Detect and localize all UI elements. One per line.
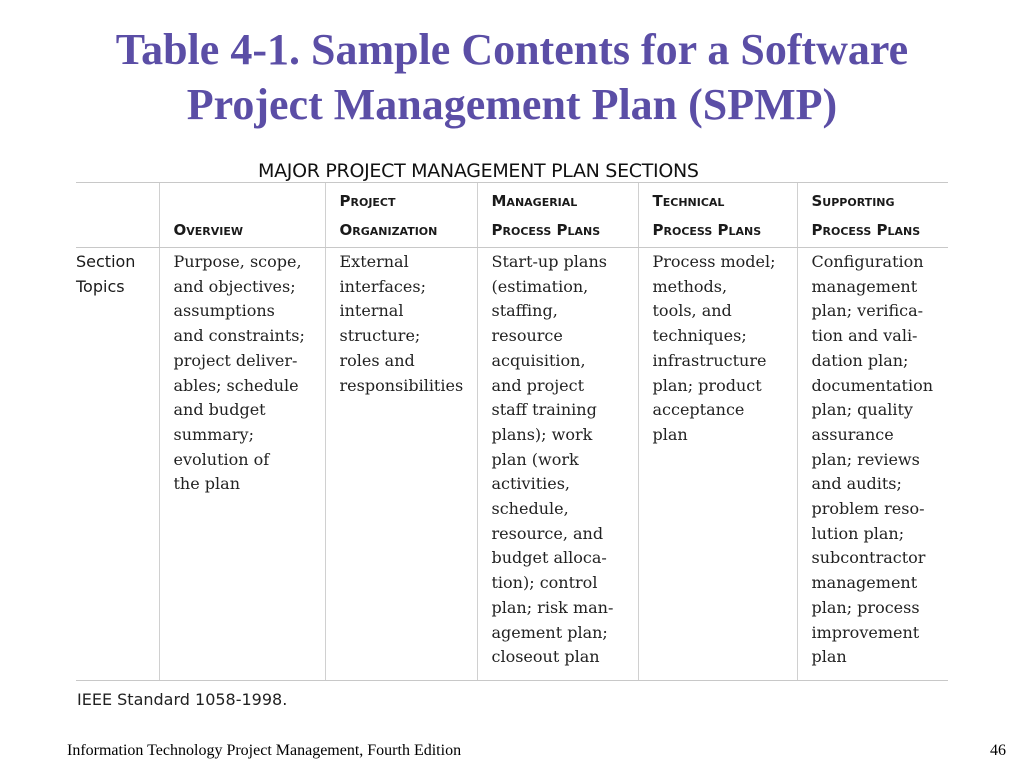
header-line: Overview — [173, 221, 244, 239]
cell-text-line: acceptance — [652, 400, 745, 420]
row-label-line: Section — [76, 252, 136, 271]
cell-text-line: Process model; — [652, 252, 776, 271]
footer-page-number: 46 — [990, 742, 1006, 759]
cell-text-line: activities, — [491, 474, 571, 494]
cell-text-line: management — [811, 276, 918, 296]
header-line: Technical — [652, 192, 725, 210]
slide-title — [0, 22, 1024, 132]
cell-text-line: agement plan; — [491, 622, 608, 642]
cell-text-line: plan — [652, 424, 688, 444]
cell-text-line: plan; product — [652, 375, 762, 395]
cell-text-line: roles and — [339, 350, 415, 370]
header-line: Process Plans — [491, 221, 601, 239]
row-label-section-topics — [76, 248, 159, 681]
cell-text-line: documentation — [811, 375, 934, 395]
cell-text-line: management — [811, 573, 918, 593]
cell-text-line: plan; process — [811, 597, 920, 617]
cell-text-line: and project — [491, 375, 585, 395]
header-line: Process Plans — [652, 221, 762, 239]
header-line: Supporting — [811, 192, 895, 210]
header-project-organization — [325, 183, 477, 248]
cell-text-line: External — [339, 252, 409, 271]
header-supporting-process-plans — [797, 183, 948, 248]
cell-text-line: summary; — [173, 424, 254, 444]
cell-text-line: resource, and — [491, 523, 604, 543]
header-overview — [159, 183, 325, 248]
cell-technical-process-plans — [638, 248, 797, 681]
cell-text-line: responsibilities — [339, 375, 464, 395]
cell-text-line: ables; schedule — [173, 375, 299, 395]
cell-overview — [159, 248, 325, 681]
cell-supporting-process-plans — [797, 248, 948, 681]
cell-text-line: plan; quality — [811, 400, 913, 420]
cell-text-line: internal — [339, 301, 404, 321]
header-line: Project — [339, 192, 396, 210]
header-line: Managerial — [491, 192, 578, 210]
cell-text-line: and constraints; — [173, 326, 305, 346]
cell-text-line: the plan — [173, 474, 240, 494]
cell-text-line: methods, — [652, 276, 728, 296]
cell-text-line: interfaces; — [339, 276, 426, 296]
cell-text-line: assurance — [811, 424, 894, 444]
cell-text-line: Start-up plans — [491, 252, 607, 271]
cell-text-line: Purpose, scope, — [173, 252, 302, 271]
cell-text-line: plan — [811, 647, 847, 667]
slide-title-line-1: Table 4-1. Sample Contents for a Software — [115, 25, 909, 74]
cell-text-line: staffing, — [491, 301, 558, 321]
source-note: IEEE Standard 1058-1998. — [77, 690, 288, 709]
cell-text-line: tools, and — [652, 301, 732, 321]
cell-text-line: acquisition, — [491, 350, 586, 370]
cell-text-line: tion); control — [491, 573, 598, 593]
cell-project-organization — [325, 248, 477, 681]
cell-text-line: plan (work — [491, 449, 579, 469]
cell-text-line: closeout plan — [491, 647, 600, 667]
header-line: Process Plans — [811, 221, 921, 239]
table-caption: MAJOR PROJECT MANAGEMENT PLAN SECTIONS — [258, 160, 699, 182]
cell-text-line: resource — [491, 326, 563, 346]
cell-text-line: and budget — [173, 400, 266, 420]
cell-text-line: plan; verifica- — [811, 301, 924, 321]
header-technical-process-plans — [638, 183, 797, 248]
cell-text-line: plan; reviews — [811, 449, 920, 469]
cell-text-line: Configuration — [811, 252, 924, 271]
cell-text-line: and objectives; — [173, 276, 296, 296]
slide-title-line-2: Project Management Plan (SPMP) — [186, 80, 838, 129]
cell-text-line: budget alloca- — [491, 548, 607, 568]
cell-text-line: and audits; — [811, 474, 902, 494]
cell-text-line: techniques; — [652, 326, 747, 346]
footer-book-title: Information Technology Project Management, Fourth Edition — [67, 742, 462, 759]
spmp-contents-table — [76, 182, 948, 681]
cell-text-line: plans); work — [491, 424, 593, 444]
header-managerial-process-plans — [477, 183, 638, 248]
cell-text-line: subcontractor — [811, 548, 926, 568]
cell-text-line: evolution of — [173, 449, 270, 469]
cell-text-line: problem reso- — [811, 499, 925, 519]
cell-text-line: staff training — [491, 400, 597, 420]
cell-managerial-process-plans — [477, 248, 638, 681]
table-header-row — [76, 183, 948, 248]
cell-text-line: assumptions — [173, 301, 275, 321]
cell-text-line: tion and vali- — [811, 326, 918, 346]
cell-text-line: structure; — [339, 326, 421, 346]
header-corner-cell — [76, 183, 159, 248]
cell-text-line: plan; risk man- — [491, 597, 614, 617]
cell-text-line: schedule, — [491, 499, 569, 519]
row-label-line: Topics — [76, 276, 125, 296]
header-line: Organization — [339, 221, 438, 239]
cell-text-line: infrastructure — [652, 350, 767, 370]
cell-text-line: dation plan; — [811, 350, 909, 370]
table-row-section-topics — [76, 248, 948, 681]
cell-text-line: (estimation, — [491, 276, 589, 296]
cell-text-line: lution plan; — [811, 523, 905, 543]
cell-text-line: improvement — [811, 622, 920, 642]
cell-text-line: project deliver- — [173, 350, 298, 370]
